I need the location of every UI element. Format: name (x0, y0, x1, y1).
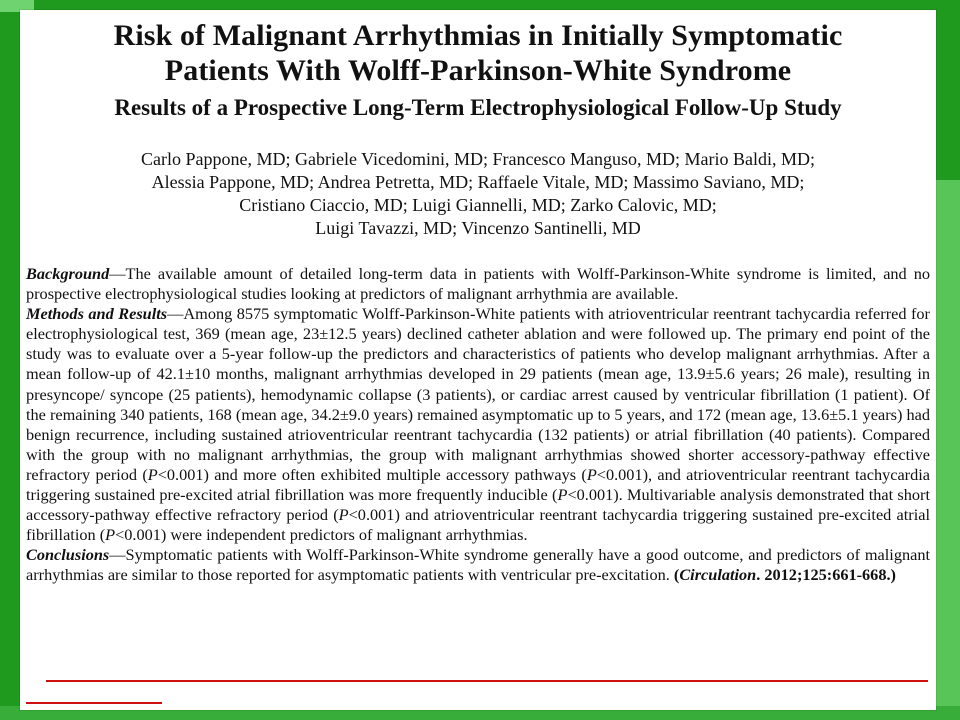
paper-title-line-1: Risk of Malignant Arrhythmias in Initially Symptomatic (113, 19, 843, 52)
citation-journal: Circulation (679, 565, 757, 585)
p-value-symbol: P (105, 525, 116, 545)
methods-text: <0.001) and atrioventricular reentrant tachycardia triggering sustained pre-excited atrial fibrillation ( (26, 505, 931, 545)
background-text: —The available amount of detailed long-term data in patients with Wolff-Parkinson-White syndrome is limited, and no prospective electrophysiological studies looking at predictors of malignant arrhythmia are available. (26, 264, 930, 304)
methods-paragraph (26, 304, 930, 545)
methods-text: —Among 8575 symptomatic Wolff-Parkinson-White patients with atrioventricular reentrant tachycardia referred for electrophysiological test, 369 (mean age, 23±12.5 years) declined catheter ablation and were followed up. The primary end point of the study was to evaluate over a 5-year follow-up the predictors and characteristics of patients who develop malignant arrhythmias. After a mean follow-up of 42.1±10 months, malignant arrhythmias developed in 29 patients (mean age, 13.9±5.6 years; 26 male), resulting in presyncope/ syncope (25 patients), hemodynamic collapse (3 patients), or cardiac arrest caused by ventricular fibrillation (1 patient). Of the remaining 340 patients, 168 (mean age, 34.2±9.0 years) remained asymptomatic up to 5 years, and 172 (mean age, 13.6±5.1 years) had benign recurrence, including sustained atrioventricular reentrant tachycardia (132 patients) or atrial fibrillation (40 patients). Compared with the group with no malignant arrhythmias, the group with malignant arrhythmias showed shorter accessory-pathway effective refractory period ( (26, 304, 930, 484)
background-label: Background (26, 264, 110, 283)
abstract-body (26, 264, 930, 586)
paper-title-line-2: Patients With Wolff-Parkinson-White Syndrome (164, 54, 792, 87)
conclusions-paragraph (26, 545, 930, 585)
p-value-symbol: P (338, 505, 349, 525)
conclusions-label: Conclusions (26, 545, 110, 565)
slide-accent-right (936, 180, 960, 720)
p-value-symbol: P (557, 485, 568, 505)
methods-label: Methods and Results (26, 304, 168, 324)
methods-text: <0.001). Multivariable analysis demonstrated that short accessory-pathway effective refractory period ( (26, 485, 930, 525)
citation: (Circulation. 2012;125:661-668.) (673, 565, 896, 585)
author-list (20, 148, 936, 240)
methods-text: <0.001) were independent predictors of malignant arrhythmias. (115, 525, 528, 545)
emphasis-underline (26, 702, 162, 704)
author-line: Luigi Tavazzi, MD; Vincenzo Santinelli, MD (315, 218, 641, 238)
paper-title (20, 18, 936, 88)
paper-abstract-panel (20, 10, 936, 710)
p-value-symbol: P (147, 464, 158, 484)
methods-text: <0.001), and atrioventricular reentrant tachycardia triggering sustained pre-excited atrial fibrillation was more frequently inducible ( (26, 464, 930, 505)
conclusions-text: —Symptomatic patients with Wolff-Parkinson-White syndrome generally have a good outcome, and predictors of malignant arrhythmias are similar to those reported for asymptomatic patients with ventricular pre-excitation. (26, 545, 930, 585)
author-line: Cristiano Ciaccio, MD; Luigi Giannelli, MD; Zarko Calovic, MD; (239, 195, 717, 215)
author-line: Alessia Pappone, MD; Andrea Petretta, MD; Raffaele Vitale, MD; Massimo Saviano, MD; (151, 172, 805, 192)
author-line: Carlo Pappone, MD; Gabriele Vicedomini, MD; Francesco Manguso, MD; Mario Baldi, MD; (141, 149, 815, 169)
background-paragraph (26, 264, 930, 304)
paper-subtitle: Results of a Prospective Long-Term Electrophysiological Follow-Up Study (114, 95, 842, 120)
emphasis-underline (46, 680, 928, 682)
p-value-symbol: P (586, 464, 597, 484)
methods-text: <0.001) and more often exhibited multiple accessory pathways ( (157, 464, 587, 484)
